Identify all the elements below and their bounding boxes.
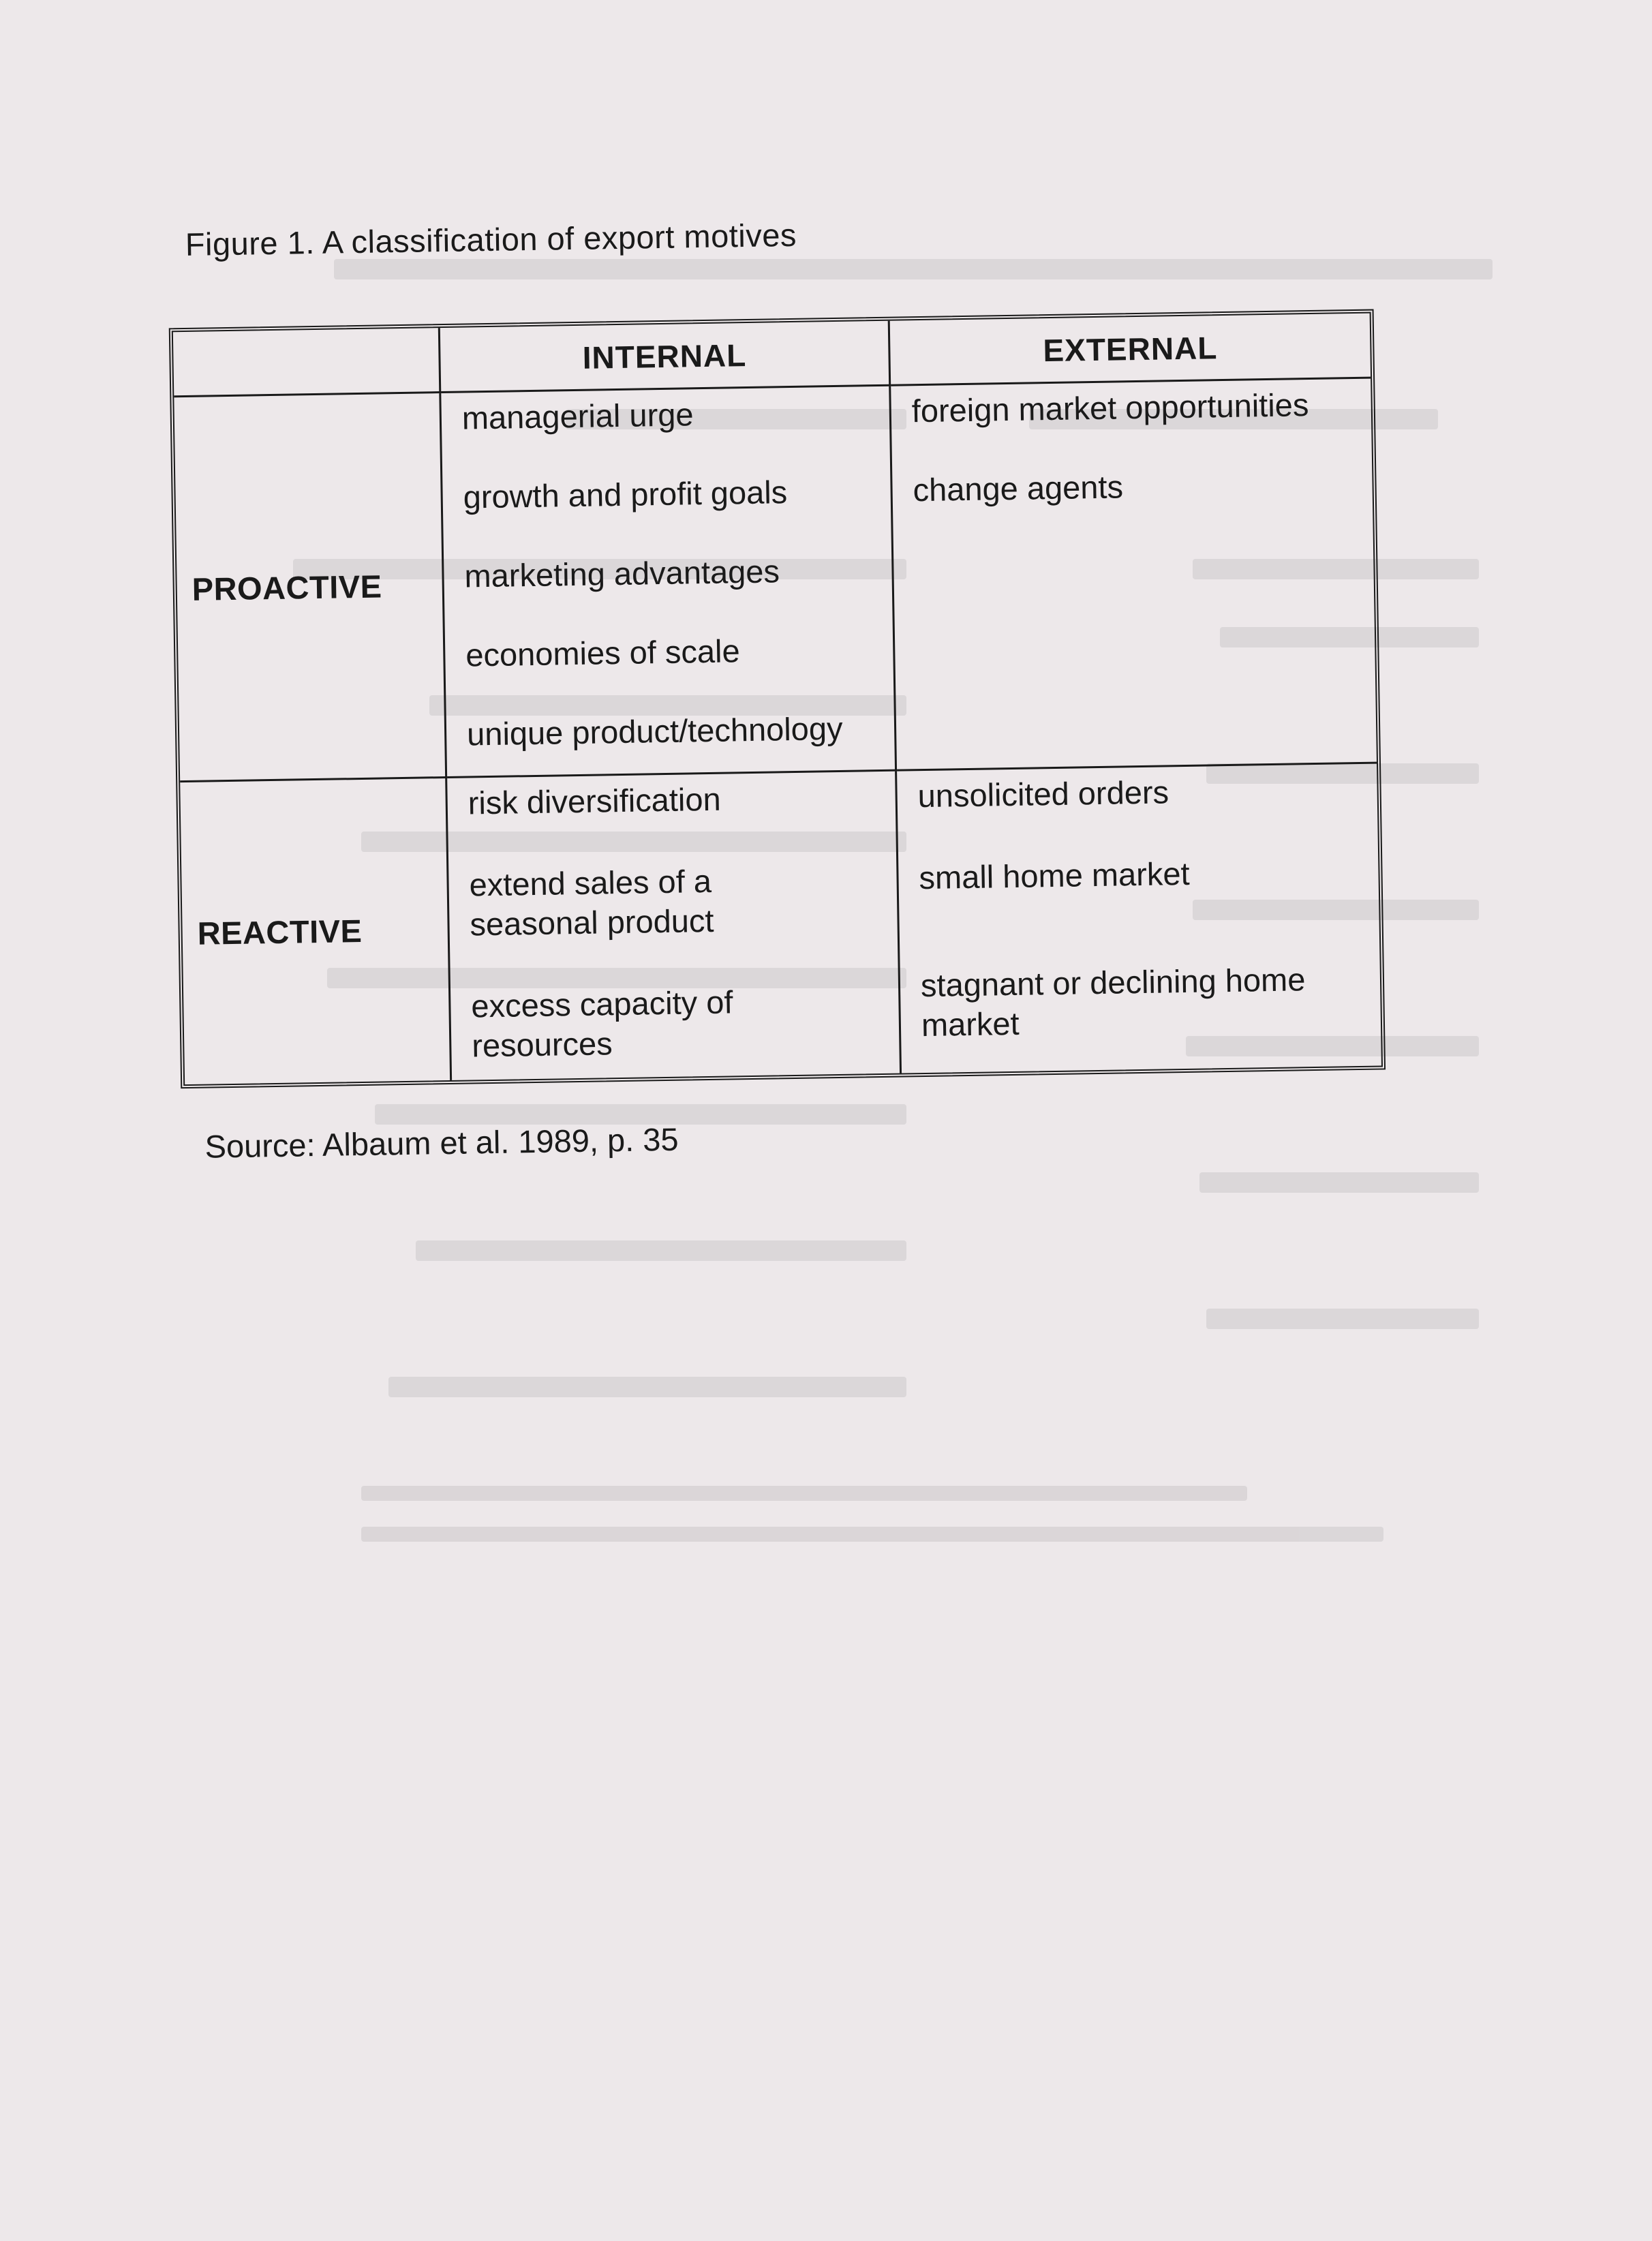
- figure-caption: Figure 1. A classification of export motives: [185, 216, 797, 262]
- list-item: unsolicited orders: [917, 774, 1169, 814]
- export-motives-table: [169, 309, 1386, 1089]
- list-item: unique product/technology: [466, 710, 843, 752]
- list-item: small home market: [919, 855, 1190, 896]
- list-item: risk diversification: [468, 780, 722, 821]
- reactive-internal-cell: [447, 772, 902, 1080]
- list-item: economies of scale: [465, 632, 741, 673]
- list-item: market: [921, 1005, 1020, 1043]
- list-item: managerial urge: [461, 396, 694, 436]
- list-item: growth and profit goals: [463, 474, 788, 515]
- column-header-internal: INTERNAL: [440, 321, 891, 393]
- row-header-reactive: REACTIVE: [180, 778, 452, 1084]
- list-item: seasonal product: [470, 902, 714, 943]
- list-item: foreign market opportunities: [911, 386, 1309, 429]
- list-item: resources: [471, 1025, 613, 1064]
- list-item: extend sales of a: [469, 862, 712, 903]
- list-item: change agents: [913, 468, 1124, 508]
- list-item: marketing advantages: [464, 553, 780, 594]
- column-header-external: EXTERNAL: [890, 314, 1371, 386]
- proactive-internal-cell: [441, 386, 897, 778]
- source-citation: Source: Albaum et al. 1989, p. 35: [204, 1120, 679, 1165]
- list-item: stagnant or declining home: [920, 961, 1306, 1004]
- list-item: excess capacity of: [471, 984, 733, 1024]
- table-corner-cell: [173, 328, 441, 397]
- row-header-proactive: PROACTIVE: [174, 393, 447, 782]
- proactive-external-cell: [891, 379, 1377, 772]
- reactive-external-cell: [897, 764, 1381, 1073]
